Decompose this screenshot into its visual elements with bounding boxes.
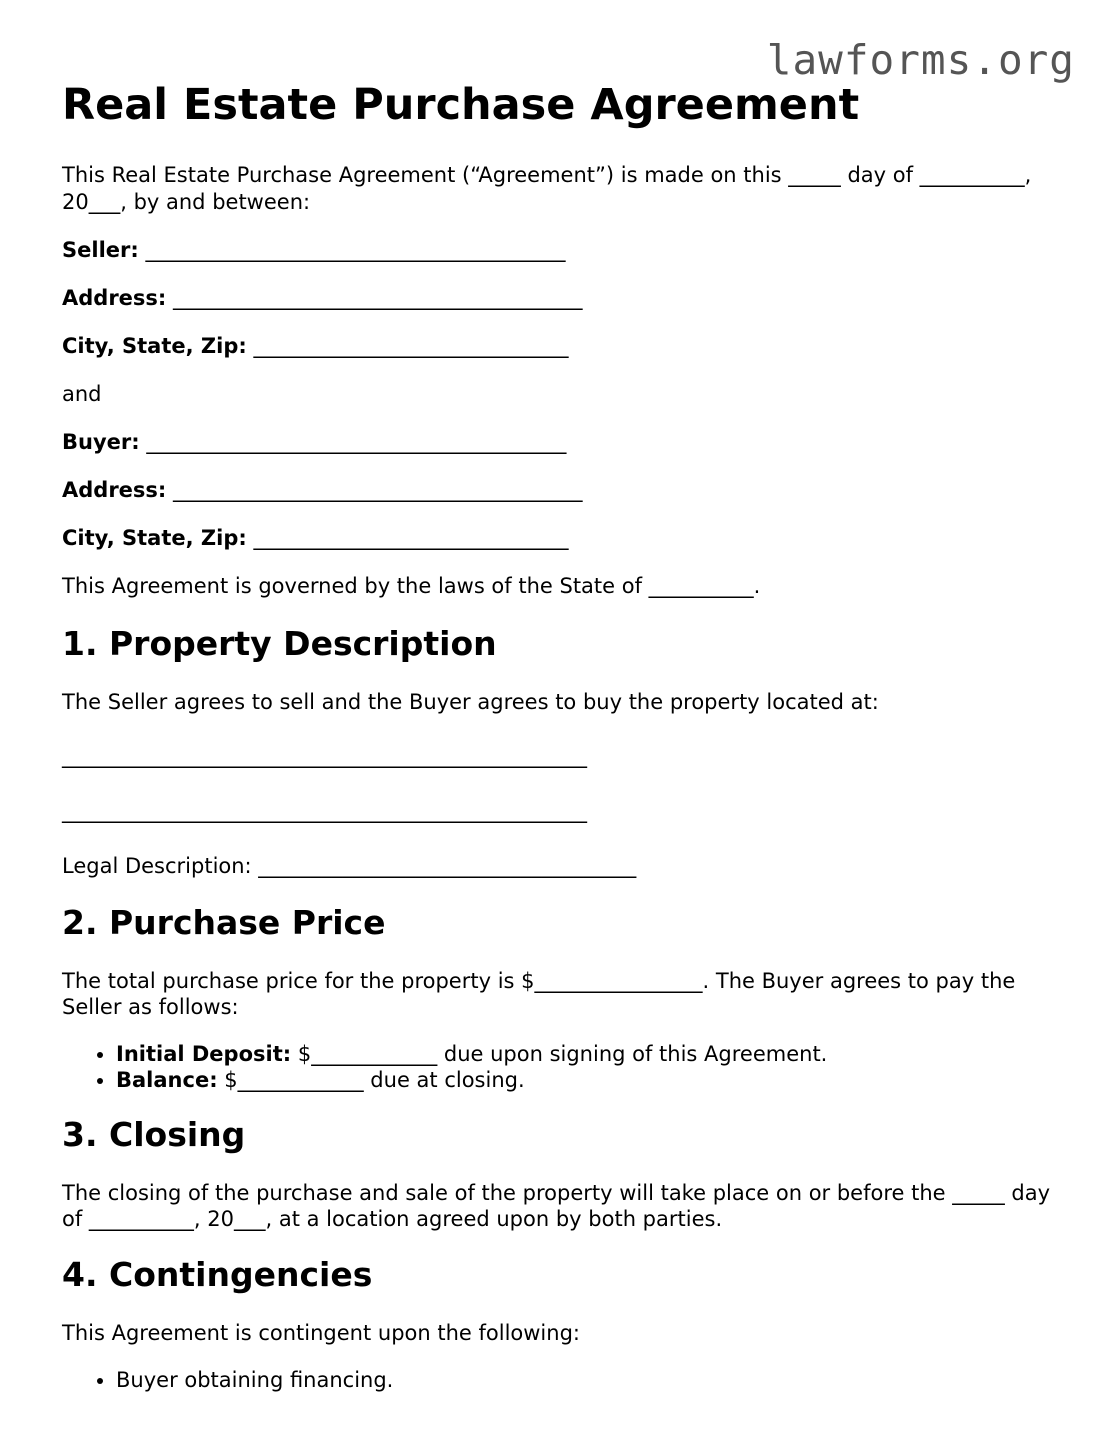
section-heading-price: 2. Purchase Price [62,903,386,942]
seller-address-field [62,285,1062,312]
buyer-name-label: Buyer: [62,430,140,454]
section-heading-contingencies: 4. Contingencies [62,1255,373,1294]
list-item: • Buyer obtaining financing. [116,1367,1062,1393]
seller-csz-blank: ______________________________ [246,334,569,358]
buyer-name-field [62,429,1062,456]
price-paragraph: The total purchase price for the property is $________________. The Buyer agrees to pay the Seller as follows: [62,969,1016,1019]
buyer-name-blank: ________________________________________ [139,430,567,454]
section-heading-closing: 3. Closing [62,1115,246,1154]
contingencies-paragraph: This Agreement is contingent upon the following: [62,1321,580,1345]
balance-label: Balance: [116,1068,218,1092]
buyer-csz-field [62,525,1062,552]
seller-name-blank: ________________________________________ [138,238,566,262]
contingencies-list [62,1367,1062,1393]
intro-paragraph: This Real Estate Purchase Agreement (“Agreement”) is made on this _____ day of __________, 20___, by and between: [62,163,1032,214]
balance-text: $____________ due at closing. [217,1068,525,1092]
closing-paragraph: The closing of the purchase and sale of the property will take place on or before the _____ day of __________, 20___, at a location agreed upon by both parties. [62,1181,1051,1231]
buyer-csz-blank: ______________________________ [246,526,569,550]
document-title: Real Estate Purchase Agreement [62,80,860,130]
buyer-address-blank: _______________________________________ [166,478,583,502]
seller-address-label: Address: [62,286,167,310]
seller-csz-field [62,333,1062,360]
list-item [116,1067,1062,1093]
seller-name-label: Seller: [62,238,139,262]
property-address-line-2: __________________________________________________ [62,799,587,823]
and-connector: and [62,382,102,406]
governing-law-paragraph: This Agreement is governed by the laws of the State of __________. [62,574,761,598]
legal-description-field: Legal Description: ____________________________________ [62,854,637,878]
seller-csz-label: City, State, Zip: [62,334,247,358]
section-heading-property: 1. Property Description [62,624,497,663]
buyer-csz-label: City, State, Zip: [62,526,247,550]
buyer-address-label: Address: [62,478,167,502]
payment-terms-list [62,1041,1062,1093]
site-watermark: lawforms.org [766,36,1075,84]
initial-deposit-label: Initial Deposit: [116,1042,292,1066]
property-paragraph: The Seller agrees to sell and the Buyer agrees to buy the property located at: [62,690,879,714]
document-page [62,78,1062,1393]
list-item [116,1041,1062,1067]
initial-deposit-text: $____________ due upon signing of this Agreement. [291,1042,828,1066]
buyer-address-field [62,477,1062,504]
property-address-line-1: __________________________________________________ [62,744,587,768]
seller-name-field [62,237,1062,264]
seller-address-blank: _______________________________________ [166,286,583,310]
